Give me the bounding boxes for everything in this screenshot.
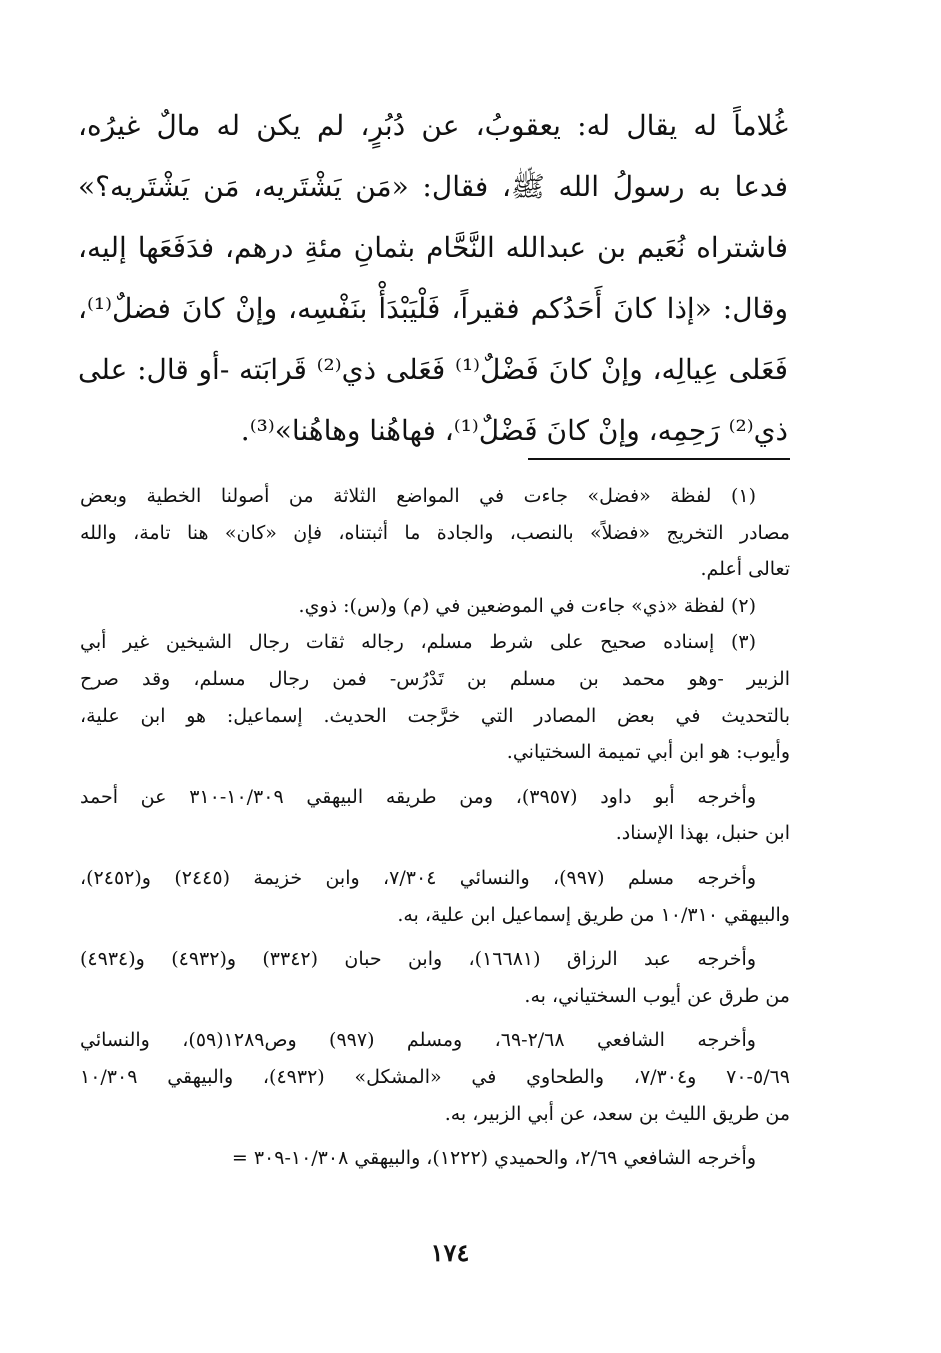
footnote-2 [80,588,790,625]
hadith-line: غُلاماً له يقال له: يعقوبُ، عن دُبُرٍ، لم يكن له مالٌ غيرُه، [78,109,788,142]
page-number: ١٧٤ [430,1238,470,1267]
footnote-line: (٢) لفظة «ذي» جاءت في الموضعين في (م) و(س): ذوي. [298,594,756,617]
footnote-takhrij-2 [80,860,790,933]
hadith-line: ذي⁽²⁾ رَحِمِه، وإنْ كانَ فَضْلٌ⁽¹⁾، فهاهُنا وهاهُنا»⁽³⁾. [240,414,788,447]
footnote-line: وأخرجه عبد الرزاق (١٦٦٨١)، وابن حبان (٣٣٤٢) و(٤٩٣٢) و(٤٩٣٤) [80,948,756,971]
footnote-line: من طرق عن أيوب السختياني، به. [524,984,790,1007]
footnote-line: الزبير -وهو محمد بن مسلم بن تَدْرُس- فمن رجال مسلم، وقد صرح [80,667,790,690]
hadith-line: فدعا به رسولُ الله ﷺ، فقال: «مَن يَشْتَريه، مَن يَشْتَريه؟» [78,170,788,203]
footnote-takhrij-1 [80,779,790,852]
footnote-line: ابن حنبل، بهذا الإسناد. [615,822,790,845]
footnote-line: والبيهقي ١٠/٣١٠ من طريق إسماعيل ابن علية، به. [397,903,790,926]
hadith-line: فاشتراه نُعَيم بن عبدالله النَّحَّام بثمانِ مئةِ درهم، فدَفَعَها إليه، [78,231,788,264]
footnote-line: وأخرجه أبو داود (٣٩٥٧)، ومن طريقه البيهقي ١٠/٣٠٩-٣١٠ عن أحمد [80,785,756,808]
hadith-line: فَعَلى عِيالِه، وإنْ كانَ فَضْلٌ⁽¹⁾ فَعَلى ذي⁽²⁾ قَرابَته -أو قال: على [78,353,788,386]
footnote-takhrij-3 [80,941,790,1014]
footnote-line: مصادر التخريج «فضلاً» بالنصب، والجادة ما أثبتناه، فإن «كان» هنا تامة، والله [80,521,790,544]
footnote-line: (١) لفظة «فضل» جاءت في المواضع الثلاثة من أصولنا الخطية وبعض [80,485,756,507]
footnote-line: بالتحديث في بعض المصادر التي خرَّجت الحديث. إسماعيل: هو ابن علية، [80,704,790,727]
hadith-line: وقال: «إذا كانَ أَحَدُكم فقيراً، فَلْيَبْدَأْ بنَفْسِه، وإنْ كانَ فضلٌ⁽¹⁾، [78,292,788,325]
footnote-1 [80,478,790,588]
footnote-separator [528,458,790,460]
footnote-line: وأخرجه الشافعي ٢/٦٩، والحميدي (١٢٢٢)، والبيهقي ١٠/٣٠٨-٣٠٩ = [231,1147,756,1170]
footnote-line: من طريق الليث بن سعد، عن أبي الزبير، به. [444,1102,790,1125]
footnotes [80,478,790,1177]
footnote-takhrij-5 [80,1140,790,1177]
hadith-text [78,95,788,461]
footnote-takhrij-4 [80,1022,790,1132]
footnote-line: وأخرجه الشافعي ٢/٦٨-٦٩، ومسلم (٩٩٧) وص١٢٨٩(٥٩)، والنسائي [80,1029,756,1052]
footnote-line: وأخرجه مسلم (٩٩٧)، والنسائي ٧/٣٠٤، وابن خزيمة (٢٤٤٥) و(٢٤٥٢)، [80,866,757,889]
footnote-line: ٥/٦٩-٧٠ و٧/٣٠٤، والطحاوي في «المشكل» (٤٩٣٢)، والبيهقي ١٠/٣٠٩ [80,1065,790,1088]
footnote-3 [80,624,790,770]
footnote-line: تعالى أعلم. [700,558,790,581]
footnote-line: (٣) إسناده صحيح على شرط مسلم، رجاله ثقات رجال الشيخين غير أبي [80,631,756,654]
footnote-line: وأيوب: هو ابن أبي تميمة السختياني. [506,741,790,764]
